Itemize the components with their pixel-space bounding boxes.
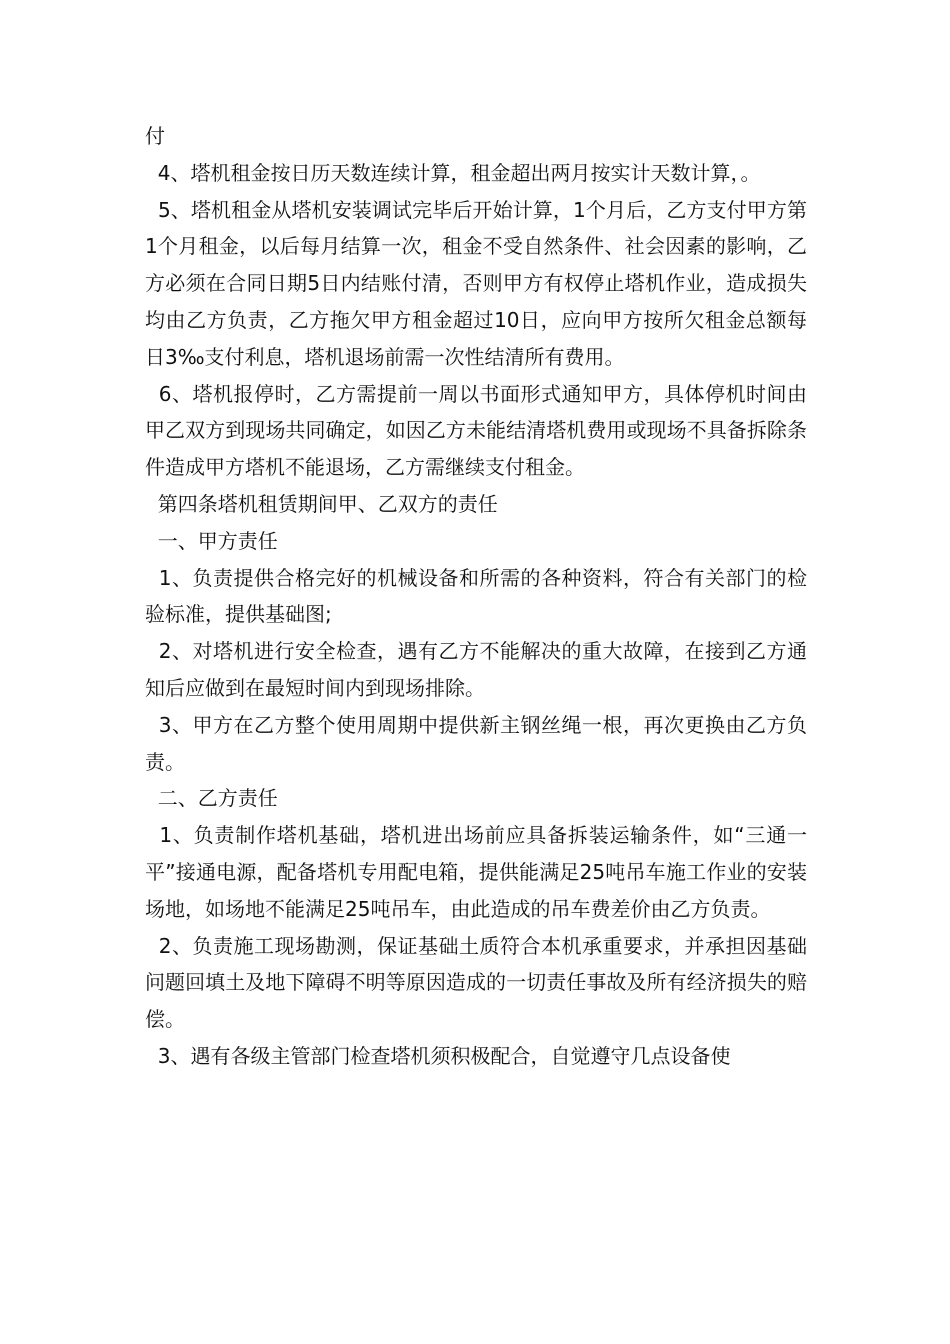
paragraph-party-a-2: 2、对塔机进行安全检查，遇有乙方不能解决的重大故障，在接到乙方通知后应做到在最短时间内到现场排除。: [145, 639, 807, 700]
paragraph-clause-5: 5、塔机租金从塔机安装调试完毕后开始计算，1个月后，乙方支付甲方第1个月租金，以后每月结算一次，租金不受自然条件、社会因素的影响，乙方必须在合同日期5日内结账付清，否则甲方有权停止塔机作业，造成损失均由乙方负责，乙方拖欠甲方租金超过10日，应向甲方按所欠租金总额每日3‰支付利息，塔机退场前需一次性结清所有费用。: [145, 197, 808, 369]
subheading-party-a: 一、甲方责任: [145, 528, 278, 553]
paragraph-continuation: 付: [145, 124, 165, 148]
paragraph-clause-4: 4、塔机租金按日历天数连续计算，租金超出两月按实计天数计算，。: [145, 160, 761, 185]
paragraph-party-a-3: 3、甲方在乙方整个使用周期中提供新主钢丝绳一根，再次更换由乙方负责。: [145, 712, 807, 774]
paragraph-party-a-1: 1、负责提供合格完好的机械设备和所需的各种资料，符合有关部门的检验标准，提供基础图;: [145, 565, 807, 627]
subheading-party-b: 二、乙方责任: [145, 786, 278, 811]
paragraph-party-b-2: 2、负责施工现场勘测，保证基础土质符合本机承重要求，并承担因基础问题回填土及地下障碍不明等原因造成的一切责任事故及所有经济损失的赔偿。: [145, 933, 807, 1032]
paragraph-party-b-1: 1、负责制作塔机基础，塔机进出场前应具备拆装运输条件，如“三通一平”接通电源，配备塔机专用配电箱，提供能满足25吨吊车施工作业的安装场地，如场地不能满足25吨吊车，由此造成的吊车费差价由乙方负责。: [145, 823, 807, 921]
paragraph-clause-6: 6、塔机报停时，乙方需提前一周以书面形式通知甲方，具体停机时间由甲乙双方到现场共同确定，如因乙方未能结清塔机费用或现场不具备拆除条件造成甲方塔机不能退场，乙方需继续支付租金。: [145, 381, 807, 480]
document-page: [145, 118, 807, 1075]
paragraph-party-b-3: 3、遇有各级主管部门检查塔机须积极配合，自觉遵守几点设备使: [145, 1043, 731, 1068]
section-heading-article-4: 第四条塔机租赁期间甲、乙双方的责任: [145, 491, 498, 516]
